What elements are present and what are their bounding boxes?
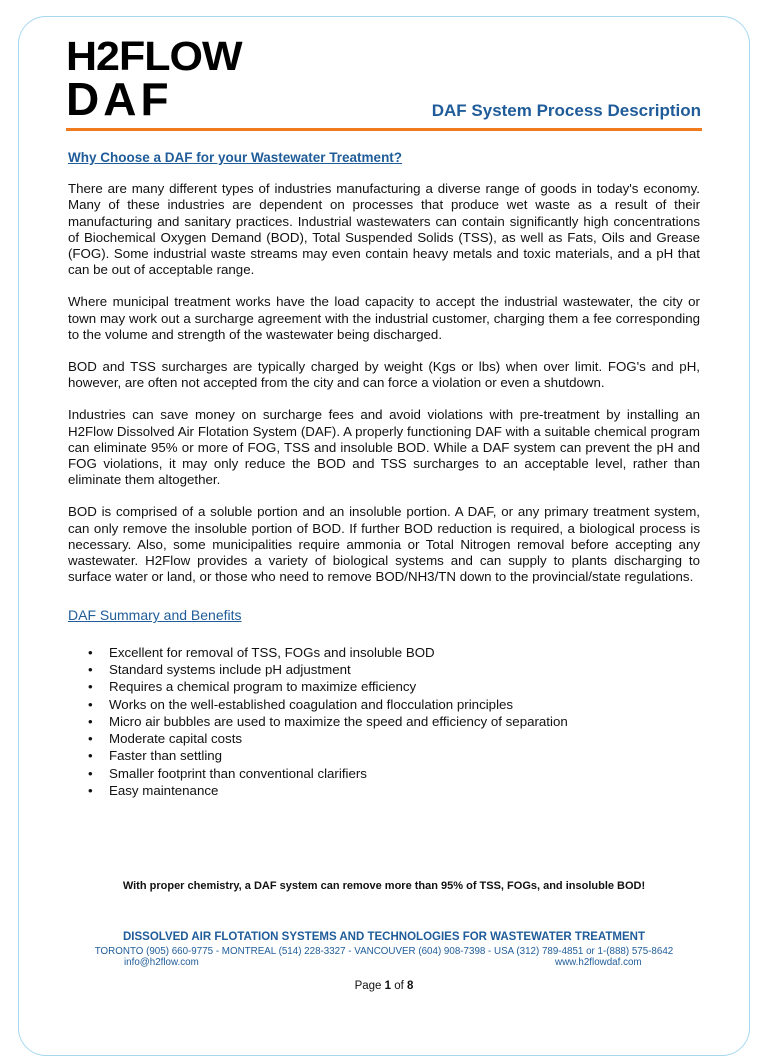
list-item: • Micro air bubbles are used to maximize the speed and efficiency of separation [88,713,568,729]
paragraph-municipal: Where municipal treatment works have the load capacity to accept the industrial wastewater, the city or town may work out a surcharge agreement with the industrial customer, charging them a fee corresponding to the volume and strength of the wastewater being discharged. [68,294,700,342]
paragraph-intro: There are many different types of industries manufacturing a diverse range of goods in today's economy. Many of these industries are dependent on processes that produce wet waste as a result of their manufacturing and sanitary practices. Industrial wastewaters can contain significantly high concentrations of Biochemical Oxygen Demand (BOD), Total Suspended Solids (TSS), as well as Fats, Oils and Grease (FOG). Some industrial waste streams may even contain heavy metals and toxic materials, and a pH that can be out of acceptable range. [68,181,700,278]
summary-heading: DAF Summary and Benefits [68,607,242,624]
why-choose-heading: Why Choose a DAF for your Wastewater Treatment? [68,150,403,165]
bullet-icon: • [88,679,93,695]
bullet-icon: • [88,783,93,799]
list-item: • Easy maintenance [88,783,219,799]
list-item: • Faster than settling [88,748,223,764]
main-content [68,150,700,799]
bullet-icon: • [88,748,93,764]
bullet-icon: • [88,731,93,747]
bullet-icon: • [88,713,93,729]
list-item: • Excellent for removal of TSS, FOGs and insoluble BOD [88,644,435,660]
document-title: DAF System Process Description [431,101,701,120]
h2flow-daf-logo [66,34,246,125]
logo-h2flow-text: H2FLOW [66,34,242,80]
header-divider [66,128,702,131]
bullet-icon: • [88,644,93,660]
logo-daf-text: DAF [66,73,173,125]
footer-title: DISSOLVED AIR FLOTATION SYSTEMS AND TECHNOLOGIES FOR WASTEWATER TREATMENT [123,931,645,943]
bullet-icon: • [88,661,93,677]
list-item: • Works on the well-established coagulation and flocculation principles [88,696,514,712]
footer-contacts: TORONTO (905) 660-9775 - MONTREAL (514) 228-3327 - VANCOUVER (604) 908-7398 - USA (312) 789-4851 or 1-(888) 575-8642 [94,946,674,957]
bullet-icon: • [88,765,93,781]
list-item: • Moderate capital costs [88,731,243,747]
footer-website-link[interactable]: www.h2flowdaf.com [555,957,642,968]
paragraph-surcharges: BOD and TSS surcharges are typically charged by weight (Kgs or lbs) when over limit. FOG's and pH, however, are often not accepted from the city and can force a violation or even a shutdown. [68,359,700,391]
list-item: • Smaller footprint than conventional clarifiers [88,765,367,781]
list-item: • Standard systems include pH adjustment [88,661,351,677]
bullet-icon: • [88,696,93,712]
list-item: • Requires a chemical program to maximize efficiency [88,679,417,695]
paragraph-bod: BOD is comprised of a soluble portion and an insoluble portion. A DAF, or any primary treatment system, can only remove the insoluble portion of BOD. If further BOD reduction is required, a biological process is necessary. Also, some municipalities require ammonia or Total Nitrogen removal before accepting any wastewater. H2Flow provides a variety of biological systems and can supply to plants discharging to surface water or land, or those who need to remove BOD/NH3/TN down to the provincial/state regulations. [68,504,700,585]
footer-email-link[interactable]: info@h2flow.com [124,957,199,968]
paragraph-savings: Industries can save money on surcharge fees and avoid violations with pre-treatment by installing an H2Flow Dissolved Air Flotation System (DAF). A properly functioning DAF with a suitable chemical program can eliminate 95% or more of FOG, TSS and insoluble BOD. While a DAF system can prevent the pH and FOG violations, it may only reduce the BOD and TSS surcharges to an acceptable level, rather than eliminate them altogether. [68,407,700,488]
benefits-list [68,644,700,800]
page-number: Page 1 of 8 [354,980,414,992]
callout-statement: With proper chemistry, a DAF system can remove more than 95% of TSS, FOGs, and insoluble BOD! [122,880,646,892]
